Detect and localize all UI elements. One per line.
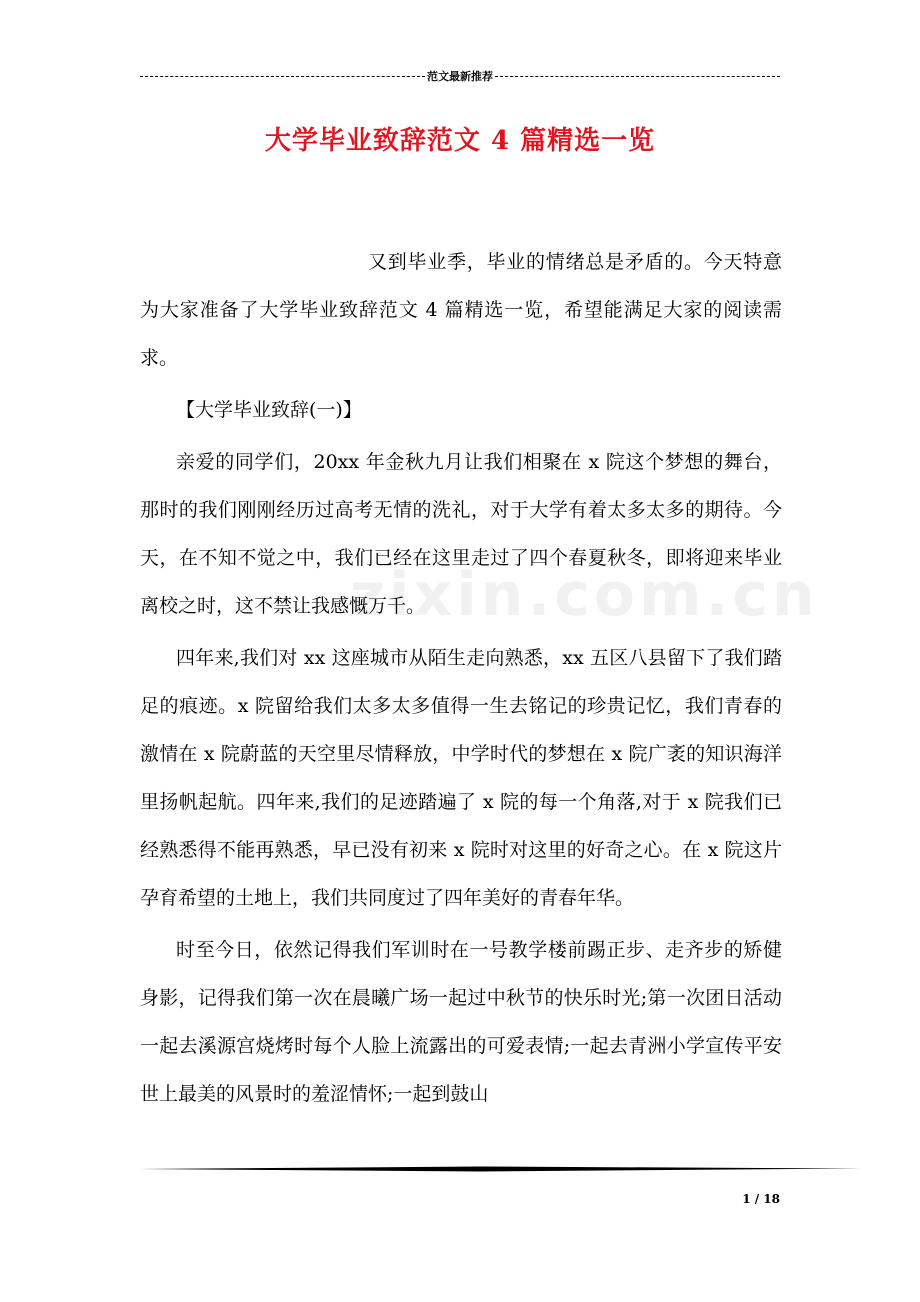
body-paragraph-2: 四年来,我们对 xx 这座城市从陌生走向熟悉，xx 五区八县留下了我们踏足的痕迹。x 院留给我们太多太多值得一生去铭记的珍贵记忆，我们青春的激情在 x 院蔚蓝的天空里尽情释放，中学时代的梦想在 x 院广袤的知识海洋里扬帆起航。四年来,我们的足迹踏遍了 x 院的每一个角落,对于 x 院我们已经熟悉得不能再熟悉，早已没有初来 x 院时对这里的好奇之心。在 x 院这片孕育希望的土地上，我们共同度过了四年美好的青春年华。 bbox=[140, 647, 782, 909]
watermark: zixin.com.cn bbox=[350, 560, 819, 630]
page-number: 1 / 18 bbox=[742, 1192, 780, 1206]
body-paragraph-1: 亲爱的同学们，20xx 年金秋九月让我们相聚在 x 院这个梦想的舞台，那时的我们刚刚经历过高考无情的洗礼，对于大学有着太多太多的期待。今天，在不知不觉之中，我们已经在这里走过了四个春夏秋冬，即将迎来毕业离校之时，这不禁让我感慨万千。 bbox=[140, 451, 782, 617]
banner-dash-right bbox=[495, 76, 780, 77]
section-heading: 【大学毕业致辞(一)】 bbox=[176, 399, 362, 421]
document-body bbox=[140, 238, 782, 1118]
footer-rule bbox=[140, 1166, 862, 1172]
banner-label: 范文最新推荐 bbox=[427, 70, 493, 83]
intro-paragraph: 又到毕业季，毕业的情绪总是矛盾的。今天特意为大家准备了大学毕业致辞范文 4 篇精选一览，希望能满足大家的阅读需求。 bbox=[140, 251, 782, 369]
top-banner bbox=[140, 68, 780, 84]
document-title: 大学毕业致辞范文 4 篇精选一览 bbox=[264, 126, 656, 156]
body-paragraph-3: 时至今日，依然记得我们军训时在一号教学楼前踢正步、走齐步的矫健身影，记得我们第一次在晨曦广场一起过中秋节的快乐时光;第一次团日活动一起去溪源宫烧烤时每个人脸上流露出的可爱表情;一起去青洲小学宣传平安世上最美的风景时的羞涩情怀;一起到鼓山 bbox=[140, 939, 782, 1105]
banner-dash-left bbox=[140, 76, 425, 77]
